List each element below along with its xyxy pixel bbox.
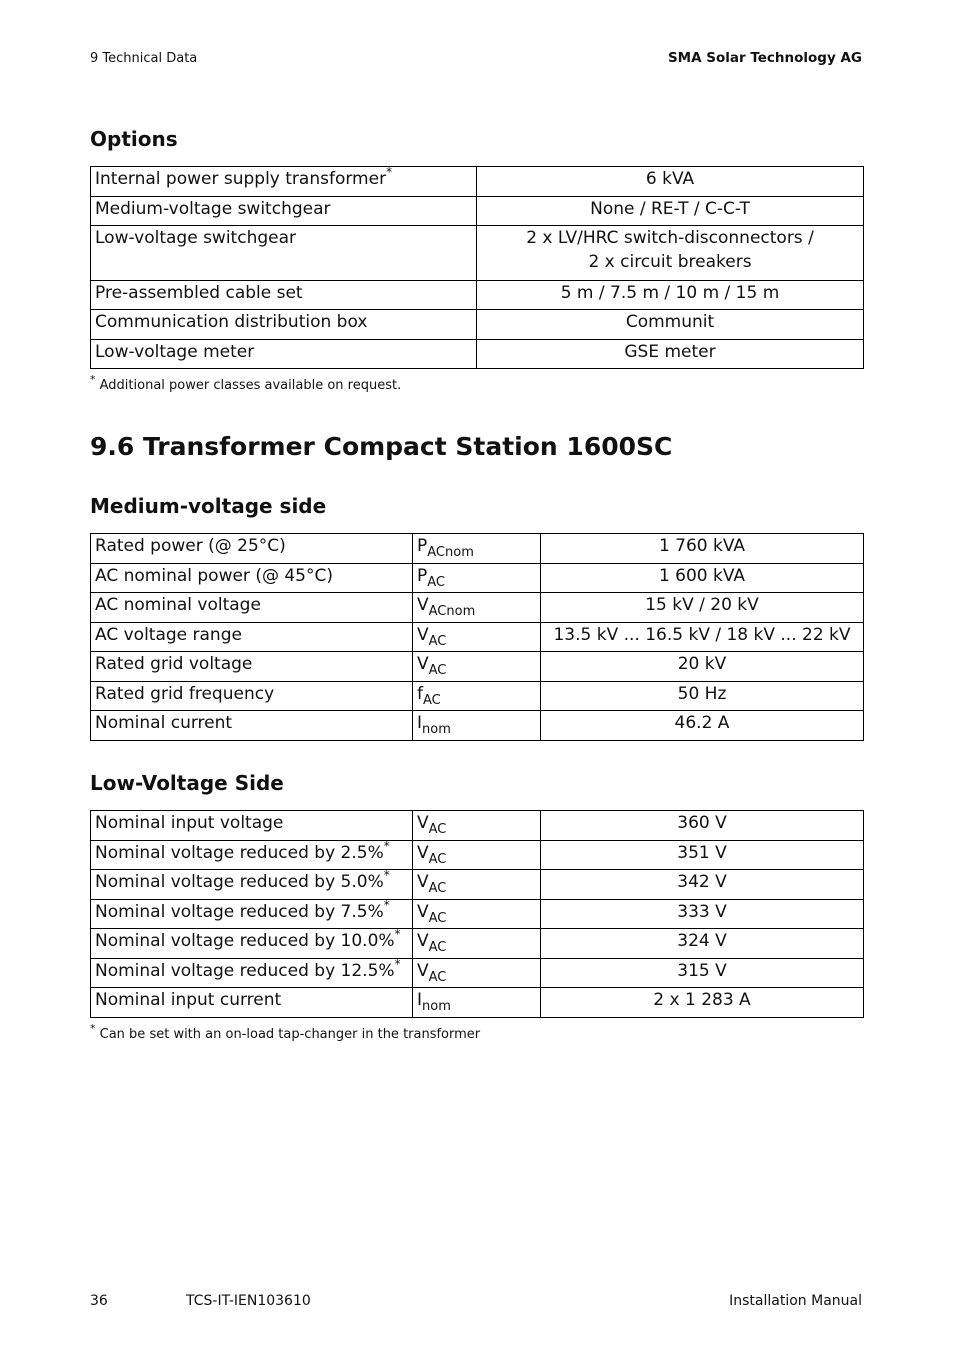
options-label: Internal power supply transformer* bbox=[91, 167, 477, 197]
table-row bbox=[91, 900, 864, 929]
lv-symbol: $I_{nom}$ bbox=[413, 988, 541, 1018]
lv-value: 315 V bbox=[541, 959, 864, 988]
options-heading: Options bbox=[90, 127, 178, 151]
mv-symbol: $I_{nom}$ bbox=[413, 711, 541, 741]
mv-label: AC nominal voltage bbox=[91, 593, 413, 623]
mv-symbol: $P_{AC}$ bbox=[413, 564, 541, 593]
mv-symbol: $V_{ACnom}$ bbox=[413, 593, 541, 623]
mv-value: 50 Hz bbox=[541, 682, 864, 711]
table-row bbox=[91, 870, 864, 900]
options-label: Low-voltage switchgear bbox=[91, 226, 477, 281]
lv-heading: Low-Voltage Side bbox=[90, 771, 284, 795]
lv-label: Nominal voltage reduced by 2.5%* bbox=[91, 841, 413, 870]
options-value: GSE meter bbox=[477, 340, 864, 369]
mv-symbol: $V_{AC}$ bbox=[413, 623, 541, 652]
mv-value: 20 kV bbox=[541, 652, 864, 682]
table-row bbox=[91, 988, 864, 1018]
table-row bbox=[91, 564, 864, 593]
mv-label: Rated grid voltage bbox=[91, 652, 413, 682]
lv-label: Nominal voltage reduced by 5.0%* bbox=[91, 870, 413, 900]
mv-label: Rated power (@ 25°C) bbox=[91, 534, 413, 564]
document-code: TCS-IT-IEN103610 bbox=[186, 1293, 311, 1309]
lv-value: 342 V bbox=[541, 870, 864, 900]
table-row bbox=[91, 682, 864, 711]
lv-label: Nominal input voltage bbox=[91, 811, 413, 841]
table-row bbox=[91, 281, 864, 310]
options-value: 5 m / 7.5 m / 10 m / 15 m bbox=[477, 281, 864, 310]
lv-symbol: $V_{AC}$ bbox=[413, 841, 541, 870]
lv-value: 324 V bbox=[541, 929, 864, 959]
table-row bbox=[91, 652, 864, 682]
table-row bbox=[91, 841, 864, 870]
options-footnote: * Additional power classes available on request. bbox=[90, 373, 402, 393]
table-row bbox=[91, 340, 864, 369]
table-row bbox=[91, 197, 864, 226]
mv-label: Nominal current bbox=[91, 711, 413, 741]
mv-value: 15 kV / 20 kV bbox=[541, 593, 864, 623]
lv-symbol: $V_{AC}$ bbox=[413, 959, 541, 988]
options-value: 6 kVA bbox=[477, 167, 864, 197]
options-value: 2 x LV/HRC switch-disconnectors / 2 x circuit breakers bbox=[477, 226, 864, 281]
document-type: Installation Manual bbox=[729, 1293, 862, 1309]
table-row bbox=[91, 167, 864, 197]
mv-value: 1 600 kVA bbox=[541, 564, 864, 593]
lv-label: Nominal input current bbox=[91, 988, 413, 1018]
lv-symbol: $V_{AC}$ bbox=[413, 900, 541, 929]
lv-value: 2 x 1 283 A bbox=[541, 988, 864, 1018]
options-table bbox=[90, 166, 864, 369]
mv-symbol: $P_{ACnom}$ bbox=[413, 534, 541, 564]
table-row bbox=[91, 959, 864, 988]
lv-value: 351 V bbox=[541, 841, 864, 870]
lv-value: 360 V bbox=[541, 811, 864, 841]
mv-symbol: $f_{AC}$ bbox=[413, 682, 541, 711]
lv-symbol: $V_{AC}$ bbox=[413, 929, 541, 959]
mv-label: Rated grid frequency bbox=[91, 682, 413, 711]
mv-value: 13.5 kV ... 16.5 kV / 18 kV ... 22 kV bbox=[541, 623, 864, 652]
running-header-company: SMA Solar Technology AG bbox=[667, 50, 862, 66]
lv-label: Nominal voltage reduced by 12.5%* bbox=[91, 959, 413, 988]
options-value: Communit bbox=[477, 310, 864, 340]
lv-value: 333 V bbox=[541, 900, 864, 929]
table-row bbox=[91, 534, 864, 564]
lv-table bbox=[90, 810, 864, 1018]
lv-footnote: * Can be set with an on-load tap-changer in the transformer bbox=[90, 1022, 481, 1042]
mv-value: 1 760 kVA bbox=[541, 534, 864, 564]
options-label: Communication distribution box bbox=[91, 310, 477, 340]
lv-label: Nominal voltage reduced by 10.0%* bbox=[91, 929, 413, 959]
lv-symbol: $V_{AC}$ bbox=[413, 811, 541, 841]
section-title: 9.6 Transformer Compact Station 1600SC bbox=[90, 432, 673, 461]
mv-table bbox=[90, 533, 864, 741]
mv-label: AC nominal power (@ 45°C) bbox=[91, 564, 413, 593]
mv-label: AC voltage range bbox=[91, 623, 413, 652]
options-label: Medium-voltage switchgear bbox=[91, 197, 477, 226]
table-row bbox=[91, 310, 864, 340]
lv-label: Nominal voltage reduced by 7.5%* bbox=[91, 900, 413, 929]
table-row bbox=[91, 929, 864, 959]
table-row bbox=[91, 593, 864, 623]
table-row bbox=[91, 623, 864, 652]
page-number: 36 bbox=[90, 1293, 108, 1309]
options-label: Pre-assembled cable set bbox=[91, 281, 477, 310]
mv-value: 46.2 A bbox=[541, 711, 864, 741]
table-row bbox=[91, 711, 864, 741]
table-row bbox=[91, 226, 864, 281]
options-label: Low-voltage meter bbox=[91, 340, 477, 369]
options-value: None / RE-T / C-C-T bbox=[477, 197, 864, 226]
running-header-chapter: 9 Technical Data bbox=[90, 51, 198, 66]
mv-symbol: $V_{AC}$ bbox=[413, 652, 541, 682]
mv-heading: Medium-voltage side bbox=[90, 494, 327, 518]
lv-symbol: $V_{AC}$ bbox=[413, 870, 541, 900]
table-row bbox=[91, 811, 864, 841]
